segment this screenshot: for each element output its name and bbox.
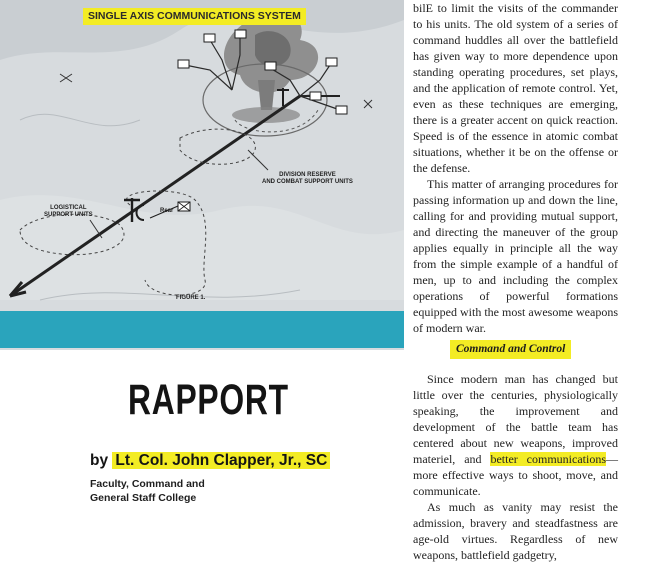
author-name: Lt. Col. John Clapper, Jr., SC xyxy=(112,452,330,469)
label-logistical xyxy=(44,205,93,219)
figure-caption: FIGURE 1. xyxy=(176,295,206,301)
paragraph-1: bilE to limit the visits of the commander to his units. The old system of a series of command huddles all over the battlefield has given way to more dependence upon standing operating procedures, set plays, and the application of remote control. Yet, even as these techniques are emerging, there is a greater accent on quick reaction. Speed is of the essence in atomic combat situations, whether it be on the offense or the defense. xyxy=(413,1,618,175)
paragraph-3-end: —more effective ways to shoot, move, and communicate. xyxy=(413,452,618,498)
byline xyxy=(90,450,330,472)
figure-map xyxy=(0,0,404,350)
label-logistical-line2: SUPPORT UNITS xyxy=(44,212,93,218)
paragraph-3 xyxy=(413,371,618,499)
column-top xyxy=(413,0,618,336)
affiliation-line2: General Staff College xyxy=(90,492,197,504)
label-division-reserve-line1: DIVISION RESERVE xyxy=(279,172,336,178)
highlight-better-communications: better communications xyxy=(490,452,606,466)
paragraph-2: This matter of arranging procedures for passing information up and down the line, calling for and providing mutual support, and directing the maneuver of the group applies equally in principle all the way from the simple example of a handful of men, up to and including the complex operations of powerful formations equipped with the most awesome weapons of modern war. xyxy=(413,177,618,335)
label-rear: Rear xyxy=(160,208,174,214)
byline-prefix: by xyxy=(90,452,109,469)
teal-band xyxy=(0,311,404,348)
label-division-reserve-line2: AND COMBAT SUPPORT UNITS xyxy=(262,179,353,185)
section-heading: Command and Control xyxy=(450,340,571,359)
article-title: RAPPORT xyxy=(128,376,289,424)
paragraph-4: As much as vanity may resist the admission, bravery and steadfastness are age-old virtues. Regardless of new weapons, battlefield gadgetry, xyxy=(413,500,618,562)
label-division-reserve xyxy=(262,172,353,186)
paragraph-3-start: Since modern man has changed but little over the centuries, physiologically speaking, the improvement and development of the battle team has centered about new weapons, improved materiel, and xyxy=(413,372,618,466)
affiliation xyxy=(90,477,205,505)
column-bottom xyxy=(413,371,618,563)
affiliation-line1: Faculty, Command and xyxy=(90,478,205,490)
label-logistical-line1: LOGISTICAL xyxy=(50,205,87,211)
figure-title: SINGLE AXIS COMMUNICATIONS SYSTEM xyxy=(83,8,306,25)
